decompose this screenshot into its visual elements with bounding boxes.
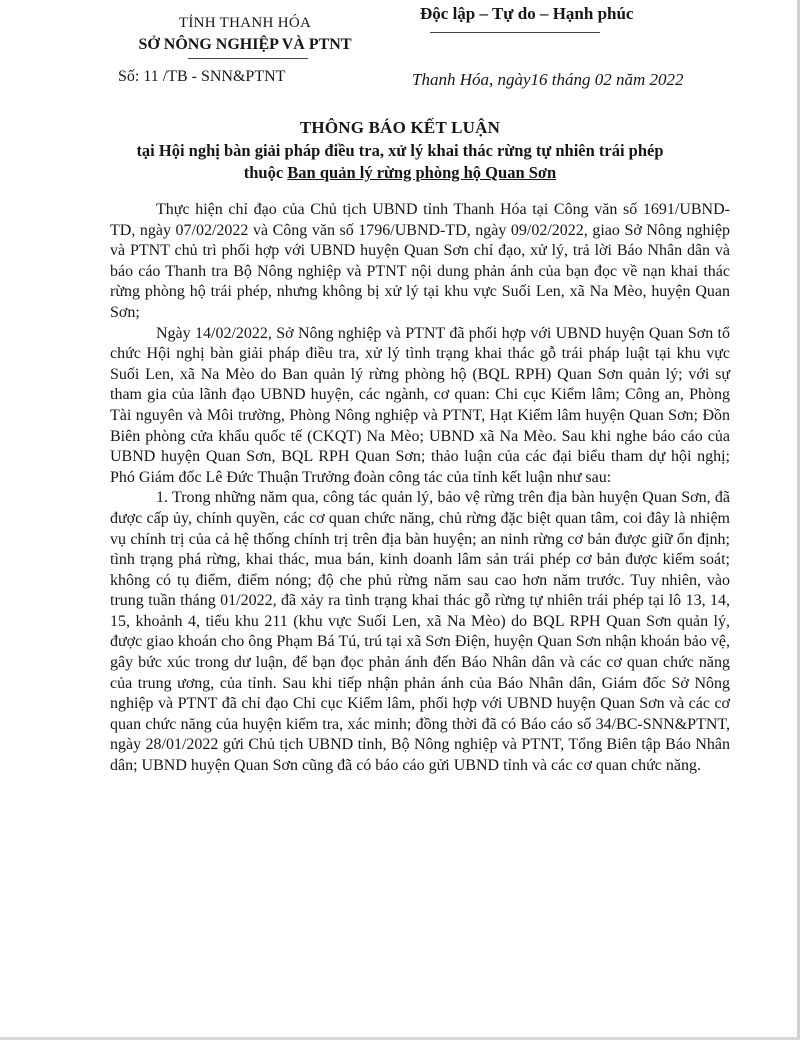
subtitle-underlined: Ban quản lý rừng phòng hộ Quan Sơn xyxy=(287,163,557,182)
issuer-underline xyxy=(188,58,308,59)
document-subtitle-line1: tại Hội nghị bàn giải pháp điều tra, xử lý khai thác rừng tự nhiên trái phép xyxy=(136,141,664,160)
document-body xyxy=(110,200,730,777)
issuer-block xyxy=(100,12,390,56)
province-name: TỈNH THANH HÓA xyxy=(178,15,312,31)
national-motto: Độc lập – Tự do – Hạnh phúc xyxy=(420,4,634,23)
document-title-block xyxy=(0,116,800,184)
document-title: THÔNG BÁO KẾT LUẬN xyxy=(299,118,501,137)
document-subtitle-line2 xyxy=(0,162,800,184)
department-name: SỞ NÔNG NGHIỆP VÀ PTNT xyxy=(138,36,352,53)
paragraph: Thực hiện chỉ đạo của Chủ tịch UBND tỉnh Thanh Hóa tại Công văn số 1691/UBND-TD, ngày 07/02/2022 và Công văn số 1796/UBND-TD, ngày 09/02/2022, giao Sở Nông nghiệp và PTNT chủ trì phối hợp với UBND huyện Quan Sơn chỉ đạo, xử lý, trả lời Báo Nhân dân và báo cáo Thanh tra Bộ Nông nghiệp và PTNT nội dung phản ánh của bạn đọc về nạn khai thác rừng phòng hộ trái phép, nhưng không bị xử lý tại khu vực Suối Len, xã Na Mèo, huyện Quan Sơn; xyxy=(110,201,730,321)
document-number: Số: 11 /TB - SNN&PTNT xyxy=(118,68,286,85)
dateline: Thanh Hóa, ngày16 tháng 02 năm 2022 xyxy=(412,70,684,89)
paragraph: 1. Trong những năm qua, công tác quản lý, bảo vệ rừng trên địa bàn huyện Quan Sơn, đã được cấp ủy, chính quyền, các cơ quan chức năng, chủ rừng đặc biệt quan tâm, coi đây là nhiệm vụ chính trị của cả hệ thống chính trị trên địa bàn huyện; an ninh rừng cơ bản được giữ ổn định; tình trạng phá rừng, khai thác, mua bán, kinh doanh lâm sản trái phép cơ bản được kiểm soát; không có tụ điểm, điểm nóng; độ che phủ rừng năm sau cao hơn năm trước. Tuy nhiên, vào trung tuần tháng 01/2022, đã xảy ra tình trạng khai thác gỗ rừng tự nhiên trái phép tại lô 13, 14, 15, khoảnh 4, tiểu khu 211 (khu vực Suối Len, xã Na Mèo) do BQL RPH Quan Sơn quản lý, được giao khoán cho ông Phạm Bá Tú, trú tại xã Sơn Điện, huyện Quan Sơn nhận khoán bảo vệ, gây bức xúc trong dư luận, để bạn đọc phản ánh đến Báo Nhân dân và các cơ quan chức năng của trung ương, của tỉnh. Sau khi tiếp nhận phản ánh của Báo Nhân dân, Giám đốc Sở Nông nghiệp và PTNT đã chỉ đạo Chi cục Kiểm lâm, phối hợp với UBND huyện Quan Sơn và các cơ quan chức năng của huyện kiểm tra, xác minh; đồng thời đã có Báo cáo số 34/BC-SNN&PTNT, ngày 28/01/2022 gửi Chủ tịch UBND tỉnh, Bộ Nông nghiệp và PTNT, Tổng Biên tập Báo Nhân dân; UBND huyện Quan Sơn cũng đã có báo cáo gửi UBND tỉnh và các cơ quan chức năng. xyxy=(110,489,730,775)
motto-underline xyxy=(430,32,600,33)
paragraph: Ngày 14/02/2022, Sở Nông nghiệp và PTNT đã phối hợp với UBND huyện Quan Sơn tổ chức Hội nghị bàn giải pháp điều tra, xử lý tình trạng khai thác gỗ trái pháp luật tại khu vực Suối Len, xã Na Mèo do Ban quản lý rừng phòng hộ (BQL RPH) Quan Sơn quản lý; với sự tham gia của lãnh đạo UBND huyện, các ngành, cơ quan: Chi cục Kiểm lâm; Công an, Phòng Tài nguyên và Môi trường, Phòng Nông nghiệp và PTNT, Hạt Kiểm lâm huyện Quan Sơn; Đồn Biên phòng cửa khẩu quốc tế (CKQT) Na Mèo; UBND xã Na Mèo. Sau khi nghe báo cáo của UBND huyện Quan Sơn, BQL RPH Quan Sơn; thảo luận của các đại biểu tham dự hội nghị; Phó Giám đốc Lê Đức Thuận Trưởng đoàn công tác của tỉnh kết luận như sau: xyxy=(110,324,730,486)
subtitle-prefix: thuộc xyxy=(243,163,288,182)
